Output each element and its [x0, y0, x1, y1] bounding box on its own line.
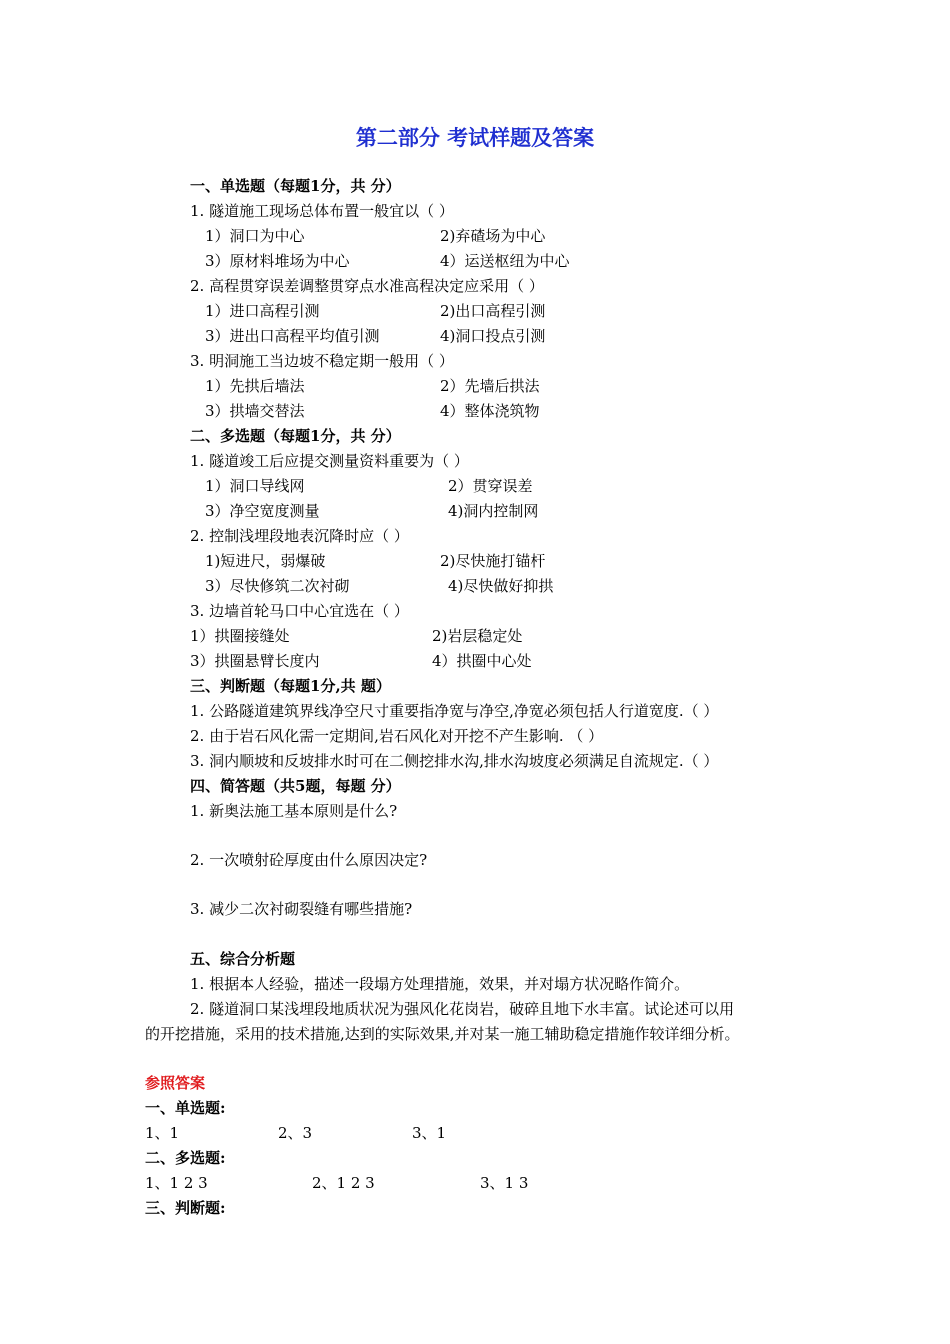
- option-text: 1）先拱后墙法: [205, 377, 305, 395]
- page-title: 第二部分 考试样题及答案: [355, 125, 595, 150]
- answer-text: 2、3: [278, 1124, 313, 1142]
- answers-judge-heading: 三、判断题:: [145, 1199, 226, 1217]
- section-heading-single-choice: 一、单选题（每题1分，共 分）: [190, 177, 401, 195]
- option-text: 2)弃碴场为中心: [440, 227, 546, 245]
- option-text: 1）洞口导线网: [205, 477, 305, 495]
- answer-text: 3、1: [412, 1124, 447, 1142]
- option-text: 3）拱墙交替法: [205, 402, 305, 420]
- option-text: 1)短进尺，弱爆破: [205, 552, 326, 570]
- section-heading-true-false: 三、判断题（每题1分,共 题）: [190, 677, 391, 695]
- option-text: 2)岩层稳定处: [432, 627, 523, 645]
- option-text: 4)洞口投点引测: [440, 327, 546, 345]
- question-text: 1. 隧道施工现场总体布置一般宜以（ ）: [190, 202, 454, 220]
- option-text: 1）进口高程引测: [205, 302, 320, 320]
- option-text: 1）洞口为中心: [205, 227, 305, 245]
- option-text: 4）整体浇筑物: [440, 402, 540, 420]
- option-text: 4）拱圈中心处: [432, 652, 532, 670]
- option-text: 1）拱圈接缝处: [190, 627, 290, 645]
- option-text: 3）拱圈悬臂长度内: [190, 652, 320, 670]
- answer-text: 2、1 2 3: [312, 1174, 375, 1192]
- answer-text: 3、1 3: [480, 1174, 529, 1192]
- question-text: 2. 高程贯穿误差调整贯穿点水准高程决定应采用（ ）: [190, 277, 544, 295]
- question-text: 1. 新奥法施工基本原则是什么?: [190, 802, 398, 820]
- option-text: 3）原材料堆场为中心: [205, 252, 350, 270]
- question-text: 2. 由于岩石风化需一定期间,岩石风化对开挖不产生影响. （ ）: [190, 727, 604, 745]
- section-heading-multiple-choice: 二、多选题（每题1分，共 分）: [190, 427, 401, 445]
- answer-text: 1、1 2 3: [145, 1174, 208, 1192]
- question-text: 的开挖措施，采用的技术措施,达到的实际效果,并对某一施工辅助稳定措施作较详细分析。: [145, 1025, 740, 1043]
- question-text: 2. 一次喷射砼厚度由什么原因决定?: [190, 851, 428, 869]
- option-text: 4）运送枢纽为中心: [440, 252, 570, 270]
- section-heading-comprehensive: 五、综合分析题: [190, 950, 296, 968]
- section-heading-short-answer: 四、简答题（共5题，每题 分）: [190, 777, 401, 795]
- option-text: 2)出口高程引测: [440, 302, 546, 320]
- question-text: 1. 根据本人经验，描述一段塌方处理措施，效果，并对塌方状况略作简介。: [190, 975, 690, 993]
- option-text: 2）先墙后拱法: [440, 377, 540, 395]
- answers-single-heading: 一、单选题:: [145, 1099, 226, 1117]
- option-text: 3）净空宽度测量: [205, 502, 320, 520]
- question-text: 1. 隧道竣工后应提交测量资料重要为（ ）: [190, 452, 469, 470]
- option-text: 2）贯穿误差: [448, 477, 533, 495]
- option-text: 2)尽快施打锚杆: [440, 552, 546, 570]
- question-text: 3. 减少二次衬砌裂缝有哪些措施?: [190, 900, 413, 918]
- question-text: 3. 明洞施工当边坡不稳定期一般用（ ）: [190, 352, 454, 370]
- question-text: 2. 控制浅埋段地表沉降时应（ ）: [190, 527, 409, 545]
- answers-multi-heading: 二、多选题:: [145, 1149, 226, 1167]
- answers-heading: 参照答案: [145, 1074, 206, 1092]
- question-text: 3. 边墙首轮马口中心宜选在（ ）: [190, 602, 409, 620]
- option-text: 3）进出口高程平均值引测: [205, 327, 380, 345]
- question-text: 1. 公路隧道建筑界线净空尺寸重要指净宽与净空,净宽必须包括人行道宽度.（ ）: [190, 702, 719, 720]
- question-text: 2. 隧道洞口某浅埋段地质状况为强风化花岗岩，破碎且地下水丰富。试论述可以用: [190, 1000, 735, 1018]
- answer-text: 1、1: [145, 1124, 180, 1142]
- option-text: 4)洞内控制网: [448, 502, 539, 520]
- option-text: 3）尽快修筑二次衬砌: [205, 577, 350, 595]
- question-text: 3. 洞内顺坡和反坡排水时可在二侧挖排水沟,排水沟坡度必须满足自流规定.（ ）: [190, 752, 719, 770]
- option-text: 4)尽快做好抑拱: [448, 577, 554, 595]
